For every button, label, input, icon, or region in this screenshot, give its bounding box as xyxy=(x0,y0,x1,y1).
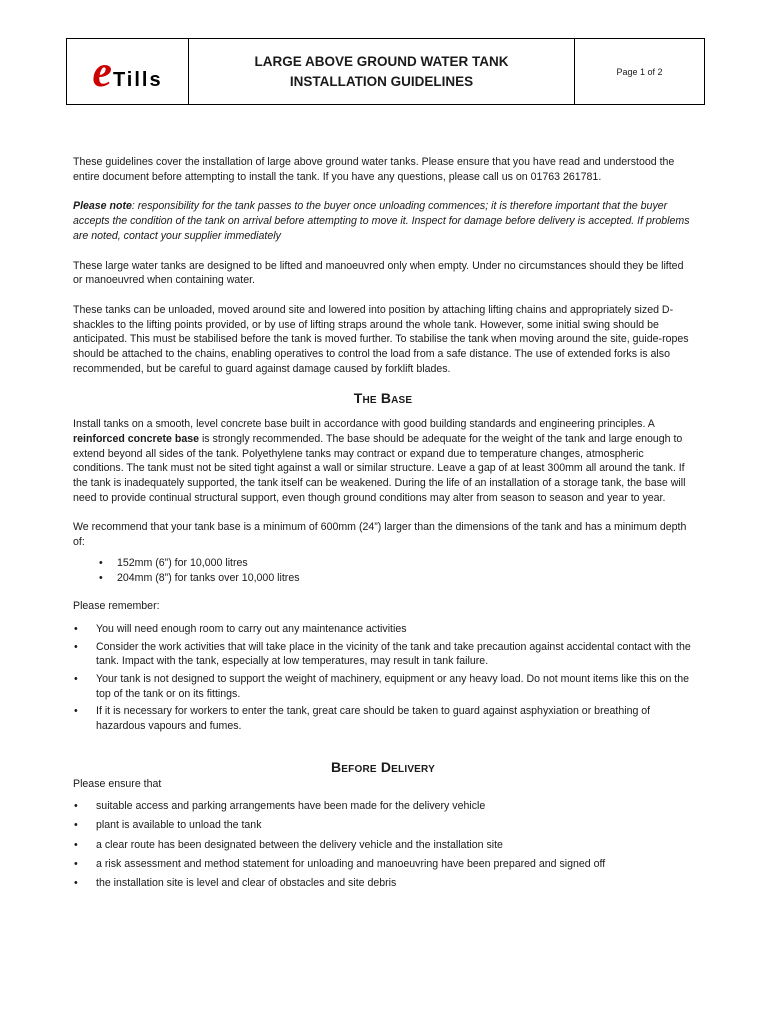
list-item: • Your tank is not designed to support the weight of machinery, equipment or any heavy load. Do not mount items like this on the top of the tank or on its fittings. xyxy=(73,672,693,701)
list-item: • You will need enough room to carry out any maintenance activities xyxy=(73,622,693,637)
base-text-a: Install tanks on a smooth, level concrete base built in accordance with good building standards and engineering principles. A xyxy=(73,418,655,431)
base-text-bold: reinforced concrete base xyxy=(73,432,199,445)
base-paragraph xyxy=(73,417,693,505)
etills-logo xyxy=(92,46,163,96)
depth-list xyxy=(73,556,693,586)
document-title-line2: INSTALLATION GUIDELINES xyxy=(289,73,474,89)
document-body xyxy=(73,155,693,895)
note-text: : responsibility for the tank passes to the buyer once unloading commences; it is therefore important that the buyer accepts the condition of the tank on arrival before attempting to move it. Inspect for damage before delivery is accepted. If problems are noted, contact your supplier immediately xyxy=(73,200,690,242)
delivery-intro: Please ensure that xyxy=(73,777,162,790)
list-item: • a risk assessment and method statement for unloading and manoeuvring have been prepared and signed off xyxy=(73,857,693,872)
note-label: Please note xyxy=(73,200,132,213)
list-item: • Consider the work activities that will take place in the vicinity of the tank and take precaution against accidental contact with the tank. Impact with the tank, especially at low temperatures, may result in tank failure. xyxy=(73,640,693,669)
section-heading-base: The Base xyxy=(353,390,413,407)
base-text-b: is strongly recommended. The base should be adequate for the weight of the tank and large enough to extend beyond all sides of the tank. Polyethylene tanks may contract or expand due to temperature changes, atmospheric conditions. The tank must not be sited tight against a wall or similar structure. Leave a gap of at least 300mm all around the tank. If the tank is inadequately supported, the tank itself can be weakened. During the life of an installation of a storage tank, the base will need to provide continual structural support, even though ground conditions may alter from season to season and year to year. xyxy=(73,432,686,504)
list-item: • plant is available to unload the tank xyxy=(73,818,693,833)
remember-label: Please remember: xyxy=(73,600,160,613)
title-cell xyxy=(189,39,575,104)
remember-list xyxy=(73,622,693,734)
logo-e: e xyxy=(92,46,112,96)
list-item: • the installation site is level and clear of obstacles and site debris xyxy=(73,876,693,891)
list-item: • a clear route has been designated between the delivery vehicle and the installation site xyxy=(73,838,693,853)
unloading-paragraph: These tanks can be unloaded, moved around site and lowered into position by attaching lifting chains and appropriately sized D-shackles to the lifting points provided, or by use of lifting straps around the whole tank. However, some initial swing should be anticipated. This must be stabilised before the tank is moved further. To stabilise the tank when moving around the site, guide-ropes should be attached to the chains, enabling operatives to control the load from a safe distance. The use of extended forks is also recommended, but be careful to guard against damage caused by forklift blades. xyxy=(73,303,689,375)
logo-text: Tills xyxy=(112,68,163,91)
document-title-line1: LARGE ABOVE GROUND WATER TANK xyxy=(254,53,509,69)
document-header xyxy=(66,38,705,105)
list-item: • 204mm (8”) for tanks over 10,000 litres xyxy=(73,571,693,586)
base-size-paragraph: We recommend that your tank base is a minimum of 600mm (24”) larger than the dimensions of the tank and has a minimum depth of: xyxy=(73,521,687,549)
section-heading-delivery: Before Delivery xyxy=(331,758,435,775)
note-paragraph xyxy=(73,199,693,243)
intro-paragraph: These guidelines cover the installation of large above ground water tanks. Please ensure that you have read and understood the entire document before attempting to install the tank. If you have any questions, please call us on 01763 261781. xyxy=(73,156,675,183)
list-item: • 152mm (6”) for 10,000 litres xyxy=(73,556,693,571)
logo-cell xyxy=(67,39,189,104)
page-number: Page 1 of 2 xyxy=(616,66,663,77)
list-item: • suitable access and parking arrangements have been made for the delivery vehicle xyxy=(73,799,693,814)
list-item: • If it is necessary for workers to enter the tank, great care should be taken to guard against asphyxiation or breathing of hazardous vapours and fumes. xyxy=(73,704,693,733)
lifting-paragraph: These large water tanks are designed to be lifted and manoeuvred only when empty. Under no circumstances should they be lifted or manoeuvred when containing water. xyxy=(73,259,684,287)
delivery-list xyxy=(73,799,693,891)
